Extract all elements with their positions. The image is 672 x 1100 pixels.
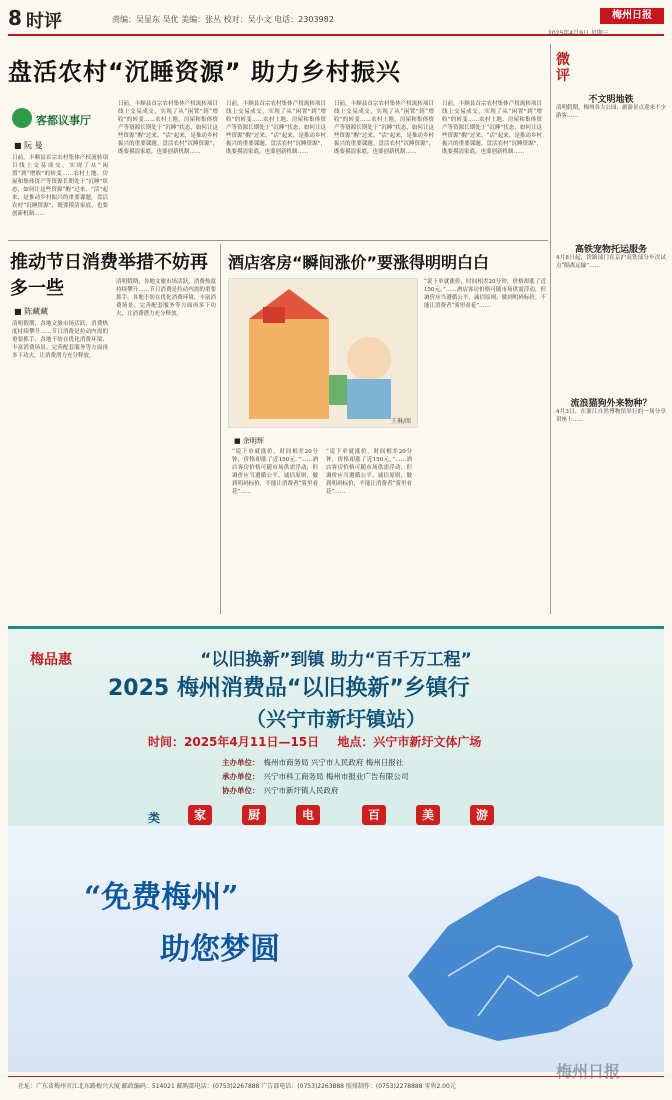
divider (550, 44, 551, 614)
article3-body-col3: “说下单就涨价，时间相差20分钟，价格却涨了近150元。”……酒店客房价格可随市场供需浮动，但调价应当遵循公平、诚信原则，做到明码标价，不能让消费者“雾里看花”…… (424, 279, 546, 309)
right-item-head: 流浪猫狗外来物种？ (570, 399, 652, 409)
article2-body-col2: 清明假期，各地文旅市场活跃，消费热度持续攀升……节日消费是拉动内需的重要抓手，各地不妨在优化消费环境、丰富消费场景、完善配套服务等方面再多下功夫，让消费潜力充分释放。 (116, 279, 216, 317)
banner2-subtitle: 助您梦圆 (160, 932, 280, 967)
category-tag: 游 (470, 805, 494, 825)
column-badge (12, 108, 112, 130)
divider (220, 244, 221, 614)
right-item-body: 清明假期，梅州各大公园、旅游景点迎来不少游客…… (556, 105, 667, 119)
page-footer (8, 1062, 664, 1096)
organizer-row (222, 771, 408, 782)
page-header (8, 6, 664, 36)
right-item-head: 高铁宠物托运服务 (574, 245, 647, 255)
lead-author: ■ 阮 曼 (14, 141, 43, 150)
organizer-label: 承办单位： (222, 772, 260, 781)
column-logo-icon (12, 108, 32, 128)
article3-headline: 酒店客房“瞬间涨价”要涨得明明白白 (228, 253, 490, 272)
co-organizer-value: 兴宁市新圩镇人民政府 (263, 786, 339, 795)
lead-body-col2: 日前，丰顺县首宗农村集体产权流转项目线上交易成交，实现了从“闲置”到“增收”的转变……农村土地、房屋和集体资产等资源长期处于“沉睡”状态，如何让这些资源“醒”过来、“活”起来，是推动乡村振兴的重要课题。盘活农村“沉睡资源”，既要摸清家底，也要创新机制…… (118, 101, 218, 155)
right-item-body: 4月3日，在浙江自然博物馆举行的一场分享讲座上…… (556, 409, 666, 423)
lead-body-col3: 日前，丰顺县首宗农村集体产权流转项目线上交易成交，实现了从“闲置”到“增收”的转变……农村土地、房屋和集体资产等资源长期处于“沉睡”状态，如何让这些资源“醒”过来、“活”起来，是推动乡村振兴的重要课题。盘活农村“沉睡资源”，既要摸清家底，也要创新机制…… (226, 101, 326, 155)
banner2-title: “免费梅州” (84, 880, 239, 915)
right-item-body: 4月8日起，铁路部门在京沪高铁部分车次试点“隔离运输”…… (556, 255, 666, 269)
article2-author: ■ 陈藏藏 (14, 307, 49, 316)
category-tag: 美 (416, 805, 440, 825)
cartoon-illustration (229, 279, 419, 429)
category-tag: 电 (296, 805, 320, 825)
banner-slogan: “以旧换新”到镇 助力“百千万工程” (200, 650, 472, 670)
map-silhouette-icon (388, 856, 648, 1056)
lead-body-col5: 日前，丰顺县首宗农村集体产权流转项目线上交易成交，实现了从“闲置”到“增收”的转变……农村土地、房屋和集体资产等资源长期处于“沉睡”状态，如何让这些资源“醒”过来、“活”起来，是推动乡村振兴的重要课题。盘活农村“沉睡资源”，既要摸清家底，也要创新机制…… (442, 101, 542, 155)
article2-body-col1: 清明假期，各地文旅市场活跃，消费热度持续攀升……节日消费是拉动内需的重要抓手，各地不妨在优化消费环境、丰富消费场景、完善配套服务等方面再多下功夫，让消费潜力充分释放。 (12, 321, 108, 359)
article2-headline: 推动节日消费举措不妨再多一些 (10, 252, 208, 299)
category-tag: 厨 (242, 805, 266, 825)
category-tag: 百 (362, 805, 386, 825)
staff-credits: 责编：吴显东 吴优 美编：张丛 校对：吴小文 电话：2303982 (112, 15, 334, 24)
article3-body-col1: “说下单就涨价，时间相差20分钟，价格却涨了近150元。”……酒店客房价格可随市场供需浮动，但调价应当遵循公平、诚信原则，做到明码标价，不能让消费者“雾里看花”…… (232, 449, 318, 495)
lead-body-col1: 日前，丰顺县首宗农村集体产权流转项目线上交易成交，实现了从“闲置”到“增收”的转变……农村土地、房屋和集体资产等资源长期处于“沉睡”状态，如何让这些资源“醒”过来、“活”起来，是推动乡村振兴的重要课题。盘活农村“沉睡资源”，既要摸清家底，也要创新机制…… (12, 155, 108, 217)
category-tag: 家 (188, 805, 212, 825)
right-column-title: 微评 (556, 52, 570, 84)
right-item-head: 不文明地铁 (588, 95, 634, 105)
section-title: 时评 (26, 11, 62, 32)
banner-title: 2025 梅州消费品“以旧换新”乡镇行 (108, 676, 470, 701)
banner-subtitle: （兴宁市新圩镇站） (246, 707, 426, 731)
organizer-value: 兴宁市科工商务局 梅州市报业广告有限公司 (263, 772, 409, 781)
free-meizhou-banner (8, 826, 664, 1072)
divider (8, 240, 548, 241)
column-name: 客都议事厅 (36, 114, 91, 127)
host-label: 主办单位： (222, 758, 260, 767)
banner-logo: 梅品惠 (30, 652, 72, 668)
page-number: 8 (8, 6, 22, 30)
banner-time-place (148, 733, 481, 750)
paper-watermark: 梅州日报 (556, 1062, 621, 1081)
article3-illustration (228, 278, 418, 428)
lead-headline: 盘活农村“沉睡资源” 助力乡村振兴 (8, 58, 401, 86)
article3-author: ■ 余明辉 (234, 437, 264, 445)
footer-info: 社址：广东省梅州市江北东路梅兴大厦 邮政编码：514021 邮购部电话：(0753)2267888 广告部电话：(0753)2263888 照排制作：(0753)2278888 零售2.00元 (18, 1083, 456, 1090)
host-value: 梅州市商务局 兴宁市人民政府 梅州日报社 (263, 758, 404, 767)
issue-date: 2025年4月9日 星期三 (548, 30, 609, 37)
illustration-credit: 王琳/图 (390, 418, 411, 425)
event-time: 时间：2025年4月11日—15日 (148, 735, 320, 749)
co-organizer-row (222, 785, 339, 796)
trade-in-banner (8, 626, 664, 826)
event-place: 地点：兴宁市新圩文体广场 (337, 735, 482, 749)
article3-body-col2: “说下单就涨价，时间相差20分钟，价格却涨了近150元。”……酒店客房价格可随市场供需浮动，但调价应当遵循公平、诚信原则，做到明码标价，不能让消费者“雾里看花”…… (326, 449, 412, 495)
category-title: 类 (148, 811, 161, 825)
lead-body-col4: 日前，丰顺县首宗农村集体产权流转项目线上交易成交，实现了从“闲置”到“增收”的转变……农村土地、房屋和集体资产等资源长期处于“沉睡”状态，如何让这些资源“醒”过来、“活”起来，是推动乡村振兴的重要课题。盘活农村“沉睡资源”，既要摸清家底，也要创新机制…… (334, 101, 434, 155)
host-row (222, 757, 403, 768)
co-organizer-label: 协办单位： (222, 786, 260, 795)
paper-logo: 梅州日报 (600, 8, 664, 24)
